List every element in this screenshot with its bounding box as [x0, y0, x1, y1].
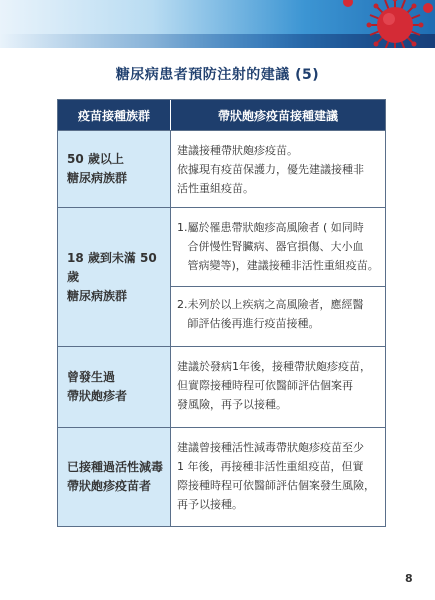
group-line: 糖尿病族群: [67, 171, 128, 185]
advice-line: 師評估後再進行疫苗接種。: [187, 317, 320, 330]
group-line: 帶狀皰疹疫苗者: [67, 479, 152, 493]
group-cell: [58, 208, 171, 346]
advice-line: 際接種時程可依醫師評估個案發生風險，: [177, 479, 375, 492]
advice-line: 發風險，再予以接種。: [177, 398, 287, 411]
header-advice: 帶狀皰疹疫苗接種建議: [217, 108, 338, 123]
group-line: 帶狀皰疹者: [67, 389, 128, 403]
table-row: [58, 130, 385, 207]
advice-line: 屬於罹患帶狀皰疹高風險者 ( 如同時: [187, 221, 364, 234]
table-row: [58, 207, 385, 346]
group-line: 18 歲到未滿 50 歲: [67, 250, 157, 284]
table-row: [58, 346, 385, 427]
vaccine-table: [57, 99, 386, 527]
group-cell: [58, 347, 171, 427]
group-cell: [58, 428, 171, 526]
group-line: 糖尿病族群: [67, 288, 128, 303]
group-line: 曾發生過: [67, 370, 116, 384]
group-line: 已接種過活性減毒: [67, 460, 164, 474]
advice-line: 活性重組疫苗。: [177, 182, 254, 195]
advice-line: 合併慢性腎臟病、器官損傷、大小血: [187, 240, 364, 253]
advice-line: 管病變等)，建議接種非活性重組疫苗。: [187, 259, 379, 272]
virus-icon-tiny: [422, 2, 434, 14]
advice-line: 建議於發病1年後，接種帶狀皰疹疫苗，: [177, 360, 371, 373]
advice-cell: [171, 428, 385, 526]
advice-line: 未列於以上疾病之高風險者，應經醫: [187, 298, 364, 311]
item-number: 1.: [177, 221, 188, 234]
header-group: 疫苗接種族群: [58, 100, 171, 130]
item-number: 2.: [177, 298, 188, 311]
advice-line: 依據現有疫苗保護力，優先建議接種非: [177, 163, 364, 176]
advice-line: 再予以接種。: [177, 498, 243, 511]
advice-line: 1 年後，再接種非活性重組疫苗，但實: [177, 460, 364, 473]
advice-item: [171, 208, 385, 286]
virus-icon-large: [366, 0, 424, 48]
group-cell: [58, 131, 171, 207]
page-title: 糖尿病患者預防注射的建議 (5): [115, 67, 320, 83]
header-banner: [0, 0, 435, 48]
advice-line: 但實際接種時程可依醫師評估個案再: [177, 379, 353, 392]
advice-cell: [171, 131, 385, 207]
advice-cell: [171, 347, 385, 427]
table-row: [58, 427, 385, 526]
advice-cell: [171, 208, 385, 346]
table-header: [58, 100, 385, 130]
advice-line: 建議曾接種活性減毒帶狀皰疹疫苗至少: [177, 441, 364, 454]
group-line: 50 歲以上: [67, 152, 124, 166]
advice-line: 建議接種帶狀皰疹疫苗。: [177, 144, 298, 157]
advice-item: [171, 286, 385, 345]
page-number: 8: [405, 572, 413, 585]
virus-icon-small: [340, 0, 356, 10]
